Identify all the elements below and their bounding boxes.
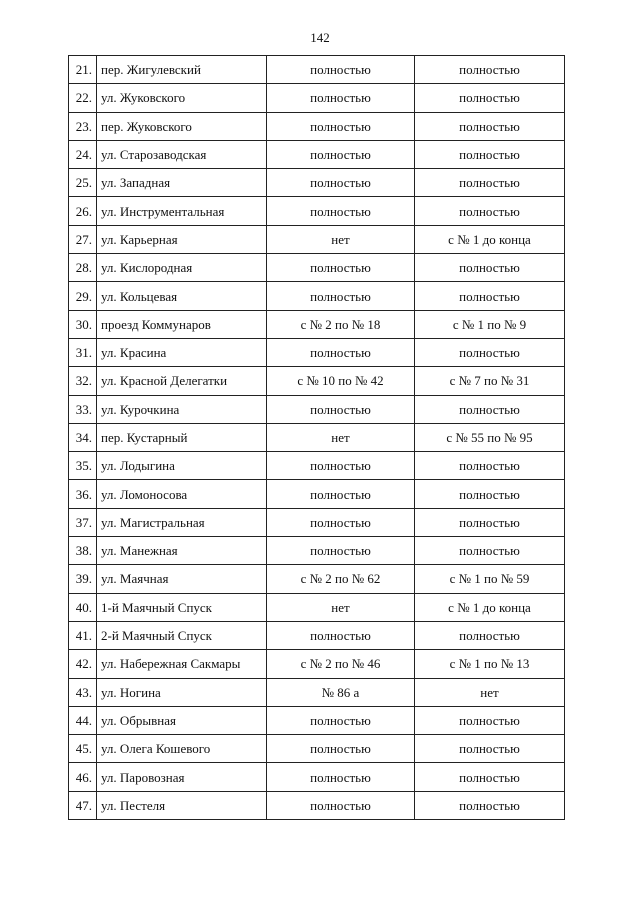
street-name: пер. Жигулевский [97, 56, 267, 84]
odd-side-range: полностью [415, 282, 565, 310]
streets-table-body [69, 56, 565, 820]
table-row [69, 593, 565, 621]
street-name: ул. Старозаводская [97, 140, 267, 168]
even-side-range: № 86 а [267, 678, 415, 706]
even-side-range: полностью [267, 56, 415, 84]
odd-side-range: нет [415, 678, 565, 706]
even-side-range: полностью [267, 338, 415, 366]
table-row [69, 338, 565, 366]
odd-side-range: полностью [415, 254, 565, 282]
row-number: 33. [69, 395, 97, 423]
table-row [69, 706, 565, 734]
even-side-range: полностью [267, 254, 415, 282]
table-row [69, 423, 565, 451]
row-number: 37. [69, 508, 97, 536]
street-name: ул. Набережная Сакмары [97, 650, 267, 678]
even-side-range: полностью [267, 621, 415, 649]
table-row [69, 480, 565, 508]
row-number: 40. [69, 593, 97, 621]
row-number: 26. [69, 197, 97, 225]
row-number: 43. [69, 678, 97, 706]
odd-side-range: полностью [415, 508, 565, 536]
table-row [69, 678, 565, 706]
table-row [69, 367, 565, 395]
table-row [69, 735, 565, 763]
odd-side-range: полностью [415, 169, 565, 197]
even-side-range: нет [267, 593, 415, 621]
odd-side-range: полностью [415, 140, 565, 168]
odd-side-range: с № 7 по № 31 [415, 367, 565, 395]
street-name: проезд Коммунаров [97, 310, 267, 338]
row-number: 27. [69, 225, 97, 253]
row-number: 28. [69, 254, 97, 282]
table-row [69, 452, 565, 480]
odd-side-range: с № 1 по № 9 [415, 310, 565, 338]
row-number: 29. [69, 282, 97, 310]
table-row [69, 225, 565, 253]
street-name: пер. Кустарный [97, 423, 267, 451]
row-number: 42. [69, 650, 97, 678]
odd-side-range: полностью [415, 763, 565, 791]
odd-side-range: с № 1 по № 13 [415, 650, 565, 678]
row-number: 36. [69, 480, 97, 508]
street-name: ул. Ногина [97, 678, 267, 706]
odd-side-range: полностью [415, 56, 565, 84]
odd-side-range: полностью [415, 338, 565, 366]
street-name: ул. Обрывная [97, 706, 267, 734]
street-name: ул. Ломоносова [97, 480, 267, 508]
row-number: 22. [69, 84, 97, 112]
even-side-range: с № 2 по № 46 [267, 650, 415, 678]
odd-side-range: полностью [415, 791, 565, 819]
street-name: ул. Лодыгина [97, 452, 267, 480]
even-side-range: нет [267, 225, 415, 253]
row-number: 35. [69, 452, 97, 480]
odd-side-range: полностью [415, 395, 565, 423]
table-row [69, 169, 565, 197]
even-side-range: полностью [267, 791, 415, 819]
even-side-range: полностью [267, 537, 415, 565]
even-side-range: полностью [267, 282, 415, 310]
odd-side-range: с № 1 до конца [415, 225, 565, 253]
table-row [69, 565, 565, 593]
even-side-range: полностью [267, 508, 415, 536]
table-row [69, 791, 565, 819]
street-name: ул. Карьерная [97, 225, 267, 253]
table-row [69, 140, 565, 168]
even-side-range: полностью [267, 452, 415, 480]
even-side-range: полностью [267, 169, 415, 197]
row-number: 46. [69, 763, 97, 791]
even-side-range: полностью [267, 706, 415, 734]
odd-side-range: полностью [415, 197, 565, 225]
row-number: 25. [69, 169, 97, 197]
even-side-range: полностью [267, 763, 415, 791]
row-number: 39. [69, 565, 97, 593]
even-side-range: с № 10 по № 42 [267, 367, 415, 395]
street-name: ул. Жуковского [97, 84, 267, 112]
street-name: ул. Олега Кошевого [97, 735, 267, 763]
odd-side-range: полностью [415, 84, 565, 112]
table-row [69, 282, 565, 310]
table-row [69, 112, 565, 140]
table-row [69, 197, 565, 225]
odd-side-range: с № 55 по № 95 [415, 423, 565, 451]
street-name: ул. Маячная [97, 565, 267, 593]
street-name: ул. Кислородная [97, 254, 267, 282]
row-number: 31. [69, 338, 97, 366]
row-number: 47. [69, 791, 97, 819]
streets-table [68, 55, 565, 820]
street-name: ул. Западная [97, 169, 267, 197]
odd-side-range: с № 1 до конца [415, 593, 565, 621]
even-side-range: полностью [267, 395, 415, 423]
table-row [69, 537, 565, 565]
odd-side-range: полностью [415, 537, 565, 565]
odd-side-range: полностью [415, 735, 565, 763]
row-number: 41. [69, 621, 97, 649]
street-name: ул. Курочкина [97, 395, 267, 423]
even-side-range: с № 2 по № 62 [267, 565, 415, 593]
table-row [69, 56, 565, 84]
even-side-range: нет [267, 423, 415, 451]
even-side-range: полностью [267, 735, 415, 763]
street-name: пер. Жуковского [97, 112, 267, 140]
street-name: ул. Красной Делегатки [97, 367, 267, 395]
street-name: ул. Пестеля [97, 791, 267, 819]
odd-side-range: полностью [415, 706, 565, 734]
row-number: 34. [69, 423, 97, 451]
odd-side-range: полностью [415, 480, 565, 508]
table-row [69, 621, 565, 649]
even-side-range: с № 2 по № 18 [267, 310, 415, 338]
table-row [69, 310, 565, 338]
row-number: 23. [69, 112, 97, 140]
table-row [69, 395, 565, 423]
odd-side-range: с № 1 по № 59 [415, 565, 565, 593]
street-name: 1-й Маячный Спуск [97, 593, 267, 621]
table-row [69, 508, 565, 536]
odd-side-range: полностью [415, 452, 565, 480]
street-name: ул. Инструментальная [97, 197, 267, 225]
odd-side-range: полностью [415, 112, 565, 140]
row-number: 45. [69, 735, 97, 763]
even-side-range: полностью [267, 140, 415, 168]
page-number: 142 [310, 30, 330, 45]
street-name: ул. Кольцевая [97, 282, 267, 310]
row-number: 24. [69, 140, 97, 168]
even-side-range: полностью [267, 480, 415, 508]
street-name: ул. Паровозная [97, 763, 267, 791]
even-side-range: полностью [267, 84, 415, 112]
row-number: 21. [69, 56, 97, 84]
table-row [69, 763, 565, 791]
street-name: ул. Красина [97, 338, 267, 366]
row-number: 38. [69, 537, 97, 565]
row-number: 32. [69, 367, 97, 395]
table-row [69, 254, 565, 282]
street-name: ул. Манежная [97, 537, 267, 565]
street-name: 2-й Маячный Спуск [97, 621, 267, 649]
even-side-range: полностью [267, 112, 415, 140]
row-number: 44. [69, 706, 97, 734]
row-number: 30. [69, 310, 97, 338]
table-row [69, 84, 565, 112]
table-row [69, 650, 565, 678]
street-name: ул. Магистральная [97, 508, 267, 536]
odd-side-range: полностью [415, 621, 565, 649]
even-side-range: полностью [267, 197, 415, 225]
